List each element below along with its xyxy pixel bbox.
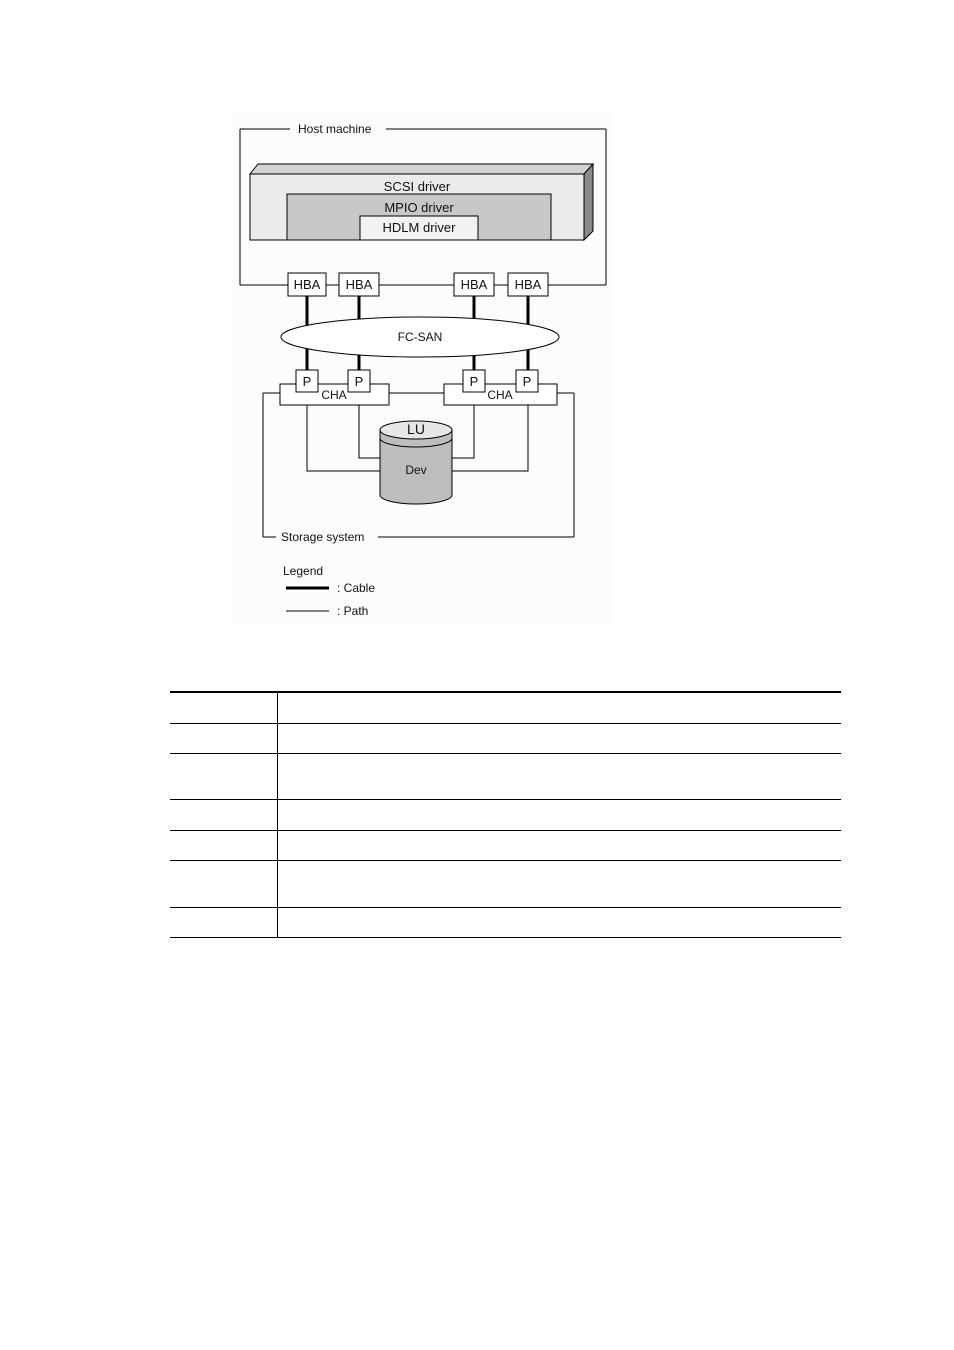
table-cell (170, 831, 278, 861)
table-row (170, 831, 841, 861)
hba-1-label: HBA (293, 277, 321, 292)
port-4-label: P (522, 374, 532, 389)
table-cell (170, 724, 278, 754)
storage-system-label: Storage system (281, 530, 365, 544)
description-table (170, 691, 841, 938)
mpio-driver-label: MPIO driver (384, 200, 454, 215)
port-1 (296, 370, 318, 392)
table-header-cell (170, 692, 278, 724)
hba-4 (508, 273, 548, 296)
port-2-label: P (354, 374, 364, 389)
port-3 (463, 370, 485, 392)
table-cell (278, 831, 842, 861)
table-cell (170, 800, 278, 831)
table-cell (170, 754, 278, 800)
port-1-label: P (302, 374, 312, 389)
dev-label: Dev (405, 463, 427, 477)
port-2 (348, 370, 370, 392)
host-machine-label: Host machine (298, 122, 372, 136)
table-header-cell (278, 692, 842, 724)
hba-3-label: HBA (460, 277, 488, 292)
hba-2-label: HBA (345, 277, 373, 292)
table-cell (278, 861, 842, 908)
fc-san-label: FC-SAN (397, 330, 443, 344)
hba-3 (454, 273, 494, 296)
table-cell (170, 861, 278, 908)
table-row (170, 754, 841, 800)
table-header-row (170, 692, 841, 724)
hba-2 (339, 273, 379, 296)
lu-label: LU (407, 421, 425, 437)
table-row (170, 724, 841, 754)
hba-1 (288, 273, 326, 296)
table-cell (278, 908, 842, 938)
table-row (170, 800, 841, 831)
table-row (170, 908, 841, 938)
legend-title: Legend (283, 564, 324, 578)
port-4 (516, 370, 538, 392)
table-cell (170, 908, 278, 938)
table-row (170, 861, 841, 908)
table-cell (278, 800, 842, 831)
table-cell (278, 754, 842, 800)
table-cell (278, 724, 842, 754)
scsi-driver-label: SCSI driver (383, 179, 451, 194)
cha-1-label: CHA (321, 388, 347, 402)
legend-path-label: : Path (337, 604, 369, 618)
port-3-label: P (469, 374, 479, 389)
hdlm-driver-label: HDLM driver (382, 220, 456, 235)
legend-cable-label: : Cable (337, 581, 376, 595)
hdlm-system-diagram (0, 0, 954, 640)
hba-4-label: HBA (514, 277, 542, 292)
cha-2-label: CHA (487, 388, 513, 402)
